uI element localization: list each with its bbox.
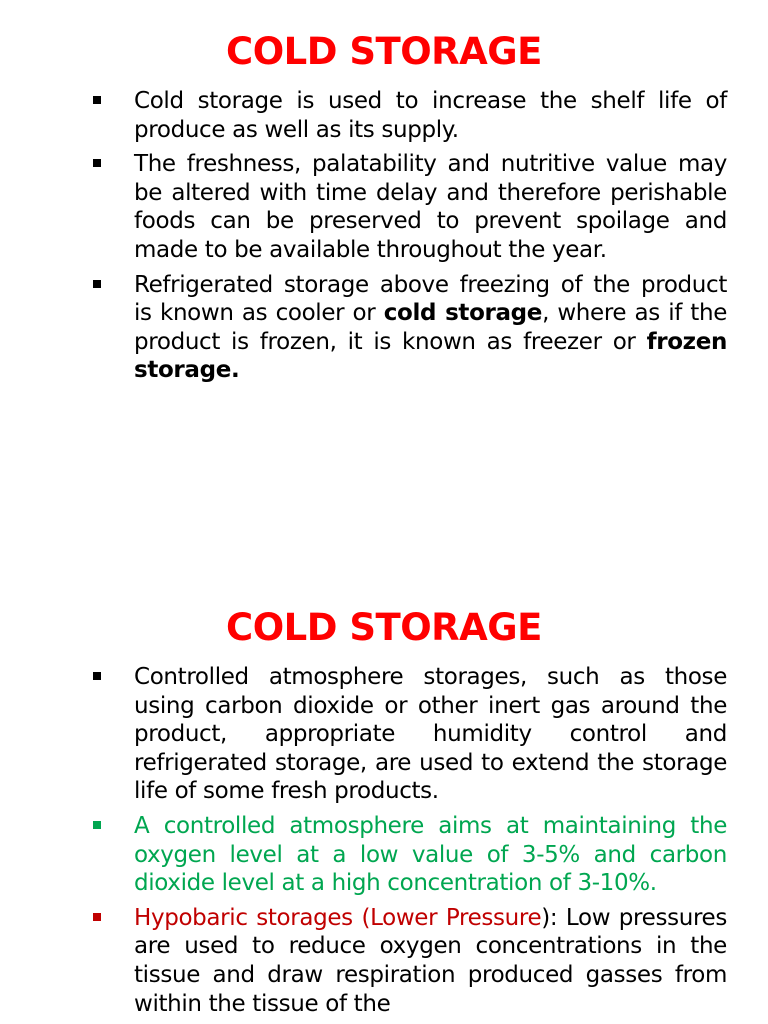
- list-item: [0, 812, 768, 898]
- list-item: [0, 904, 768, 1018]
- list-item: [0, 87, 768, 144]
- bullet-list: [0, 87, 768, 385]
- square-bullet-icon: [93, 913, 101, 921]
- list-item: [0, 271, 768, 385]
- bold-term: frozen storage.: [134, 328, 727, 384]
- list-item: [0, 663, 768, 806]
- square-bullet-icon: [93, 280, 101, 288]
- bullet-text: Controlled atmosphere storages, such as those using carbon dioxide or other inert gas around the product, appropriate humidity control and refrigerated storage, are used to extend the storage life of some fresh products.: [134, 664, 727, 805]
- bullet-text: The freshness, palatability and nutritive value may be altered with time delay and therefore perishable foods can be preserved to prevent spoilage and made to be available throughout the year.: [134, 151, 727, 263]
- bullet-lead-text: Hypobaric storages (Lower Pressure: [134, 904, 542, 931]
- bold-term: cold storage: [383, 300, 543, 327]
- slide-title: COLD STORAGE: [226, 30, 542, 73]
- bullet-text-part: ): Low pressures are used to reduce oxygen concentrations in the tissue and draw respiration produced gasses from within the tissue of the: [134, 904, 727, 1017]
- slide-2: [0, 590, 768, 1024]
- bullet-text: A controlled atmosphere aims at maintaining the oxygen level at a low value of 3-5% and carbon dioxide level at a high concentration of 3-10%.: [134, 812, 727, 897]
- square-bullet-icon: [93, 159, 101, 167]
- square-bullet-icon: [93, 96, 101, 104]
- square-bullet-icon: [93, 821, 101, 829]
- bullet-list: [0, 663, 768, 1018]
- slide-title: COLD STORAGE: [226, 606, 542, 649]
- list-item: [0, 150, 768, 264]
- bullet-text: Cold storage is used to increase the shelf life of produce as well as its supply.: [134, 88, 727, 143]
- bullet-text-part: Refrigerated storage above freezing of the product is known as cooler or: [134, 271, 727, 327]
- bullet-text-part: , where as if the product is frozen, it is known as freezer or: [134, 300, 727, 355]
- square-bullet-icon: [93, 672, 101, 680]
